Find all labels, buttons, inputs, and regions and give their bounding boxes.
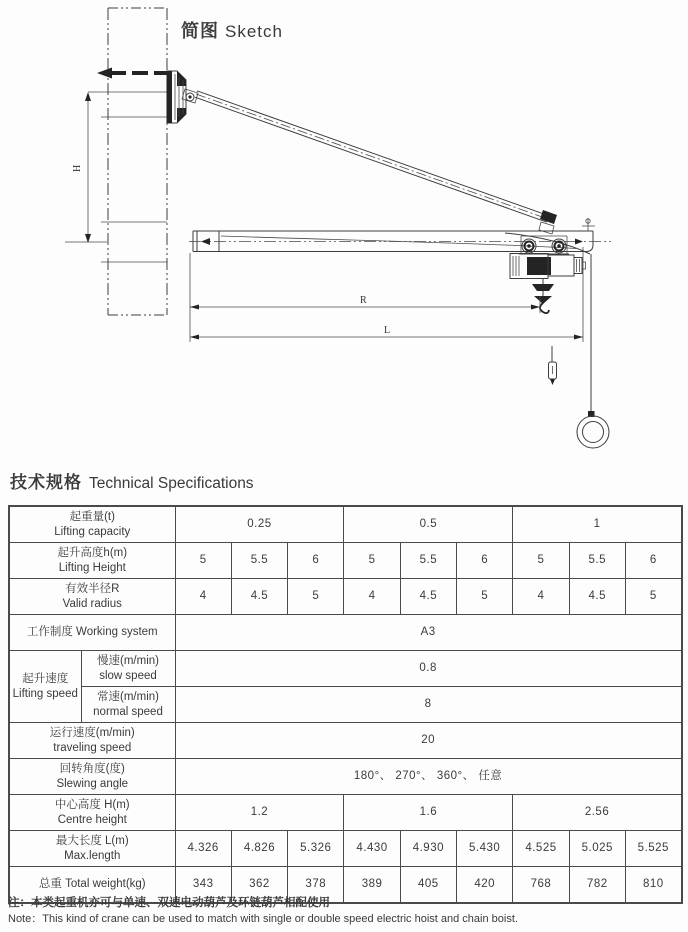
radius-value: 4.5 <box>231 579 287 615</box>
height-value: 6 <box>625 543 681 579</box>
max-length-value: 4.930 <box>400 831 456 867</box>
footnote-zh: 注：本类起重机亦可与单速、双速电动葫芦及环链葫芦相配使用 <box>8 897 330 909</box>
label-lifting-capacity: 起重量(t) Lifting capacity <box>9 506 175 543</box>
centre-height-value: 2.56 <box>513 795 682 831</box>
total-weight-value: 378 <box>288 867 344 904</box>
label-slewing-angle: 回转角度(度) Slewing angle <box>9 759 175 795</box>
footnote-en: Note：This kind of crane can be used to match with single or double speed electric hoist and chain boist. <box>8 912 518 925</box>
radius-value: 4 <box>175 579 231 615</box>
row-centre-height <box>9 795 682 831</box>
footnote <box>8 895 684 928</box>
row-valid-radius <box>9 579 682 615</box>
height-value: 5.5 <box>231 543 287 579</box>
label-traveling-speed: 运行速度(m/min) traveling speed <box>9 723 175 759</box>
capacity-value: 0.25 <box>175 506 344 543</box>
label-normal-speed: 常速(m/min) normal speed <box>81 687 175 723</box>
section-heading <box>10 468 254 493</box>
total-weight-value: 405 <box>400 867 456 904</box>
row-traveling-speed <box>9 723 682 759</box>
total-weight-value: 343 <box>175 867 231 904</box>
label-max-length: 最大长度 L(m) Max.length <box>9 831 175 867</box>
jib-beam <box>189 218 612 252</box>
label-lifting-height: 起升高度h(m) Lifting Height <box>9 543 175 579</box>
wall-column <box>108 8 167 315</box>
dim-label-h: H <box>72 164 83 172</box>
label-working-system: 工作制度 Working system <box>9 615 175 651</box>
upper-bracket <box>167 71 199 123</box>
height-value: 5 <box>175 543 231 579</box>
capacity-value: 0.5 <box>344 506 513 543</box>
max-length-value: 5.430 <box>457 831 513 867</box>
capacity-value: 1 <box>513 506 682 543</box>
tie-rod <box>195 91 557 234</box>
specifications-table <box>8 505 683 904</box>
section-heading-zh: 技术规格 <box>10 473 82 492</box>
traveling-speed-value: 20 <box>175 723 682 759</box>
crane-sketch-drawing <box>0 0 688 465</box>
max-length-value: 4.326 <box>175 831 231 867</box>
height-value: 5.5 <box>569 543 625 579</box>
label-lifting-speed: 起升速度 Lifting speed <box>9 651 81 723</box>
normal-speed-value: 8 <box>175 687 682 723</box>
max-length-value: 4.525 <box>513 831 569 867</box>
radius-value: 5 <box>288 579 344 615</box>
row-lifting-height <box>9 543 682 579</box>
row-working-system <box>9 615 682 651</box>
radius-value: 4.5 <box>569 579 625 615</box>
label-slow-speed: 慢速(m/min) slow speed <box>81 651 175 687</box>
row-lifting-capacity <box>9 506 682 543</box>
height-value: 5.5 <box>400 543 456 579</box>
row-slow-speed <box>9 651 682 687</box>
max-length-value: 5.525 <box>625 831 681 867</box>
row-normal-speed <box>9 687 682 723</box>
height-value: 6 <box>457 543 513 579</box>
height-value: 5 <box>344 543 400 579</box>
row-slewing-angle <box>9 759 682 795</box>
slewing-angle-value: 180°、 270°、 360°、 任意 <box>175 759 682 795</box>
centre-height-value: 1.6 <box>344 795 513 831</box>
dimension-l <box>190 247 583 342</box>
sketch-title <box>181 17 283 43</box>
radius-value: 4 <box>344 579 400 615</box>
wall-fixing-lines <box>88 92 167 262</box>
label-total-weight: 总重 Total weight(kg) <box>9 867 175 904</box>
dimension-r <box>190 295 540 313</box>
total-weight-value: 768 <box>513 867 569 904</box>
max-length-value: 4.430 <box>344 831 400 867</box>
total-weight-value: 782 <box>569 867 625 904</box>
row-max-length <box>9 831 682 867</box>
crane-sketch <box>0 0 688 465</box>
total-weight-value: 420 <box>457 867 513 904</box>
total-weight-value: 362 <box>231 867 287 904</box>
working-system-value: A3 <box>175 615 682 651</box>
total-weight-value: 389 <box>344 867 400 904</box>
label-centre-height: 中心高度 H(m) Centre height <box>9 795 175 831</box>
hoist-ring <box>577 411 609 448</box>
slow-speed-value: 0.8 <box>175 651 682 687</box>
sketch-title-zh: 简图 <box>181 21 219 41</box>
dim-label-r: R <box>360 295 367 306</box>
height-value: 6 <box>288 543 344 579</box>
max-length-value: 5.326 <box>288 831 344 867</box>
max-length-value: 5.025 <box>569 831 625 867</box>
total-weight-value: 810 <box>625 867 681 904</box>
pendant-control <box>549 346 557 385</box>
sketch-title-en: Sketch <box>225 22 283 41</box>
height-value: 5 <box>513 543 569 579</box>
radius-value: 5 <box>625 579 681 615</box>
radius-value: 4.5 <box>400 579 456 615</box>
max-length-value: 4.826 <box>231 831 287 867</box>
section-heading-en: Technical Specifications <box>89 475 254 492</box>
radius-value: 5 <box>457 579 513 615</box>
label-valid-radius: 有效半径R Valid radius <box>9 579 175 615</box>
centre-height-value: 1.2 <box>175 795 344 831</box>
dim-label-l: L <box>384 325 391 336</box>
anchor-arrow <box>97 68 167 79</box>
dimension-h <box>65 92 107 243</box>
electric-hoist <box>510 254 586 279</box>
radius-value: 4 <box>513 579 569 615</box>
